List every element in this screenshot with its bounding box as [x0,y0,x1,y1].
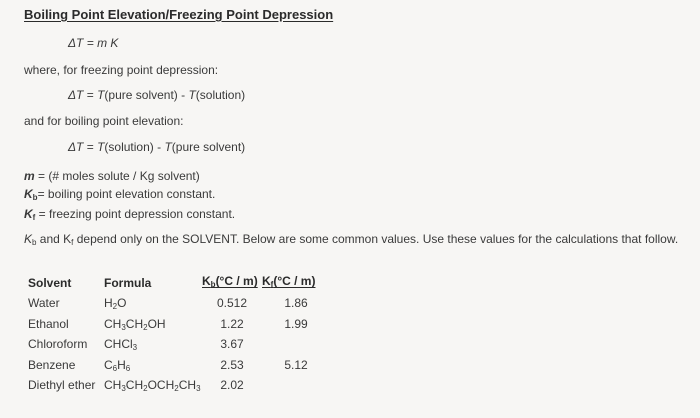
equation-rhs: = m K [86,36,119,50]
page-title: Boiling Point Elevation/Freezing Point Depression [24,7,334,22]
formula-part: OH [147,317,166,331]
formula-part: OCH [147,378,175,392]
table-cell-formula [104,317,166,331]
formula-part: CH [125,317,144,331]
formula-subscript: 3 [121,323,126,332]
table-cell-solvent: Water [28,296,60,310]
header-kf [262,274,315,288]
formula-subscript: 6 [125,364,131,373]
solvent-note [24,230,684,248]
formula-subscript: 2 [174,384,179,393]
table-cell-kb: 0.512 [216,296,248,310]
formula-subscript: 3 [121,384,126,393]
k-sub: b [32,238,37,247]
formula-subscript: 6 [112,364,118,373]
formula-part: CH [178,378,197,392]
eq-text: (pure solvent) [171,140,246,154]
formula-part: C [104,358,113,372]
m-symbol: m [24,169,35,183]
eq-text: (pure solvent) - [104,88,189,102]
formula-subscript: 3 [196,384,201,393]
table-cell-formula [104,296,126,310]
table-cell-kb: 2.53 [220,358,244,372]
formula-part: CHCl [104,337,133,351]
equation-general [68,36,118,50]
formula-part: O [117,296,127,310]
delta-t-symbol: ΔT [68,88,84,102]
def-kf [24,207,235,221]
kb-symbol: K [202,274,211,288]
freezing-intro: where, for freezing point depression: [24,63,219,77]
boiling-intro: and for boiling point elevation: [24,114,184,128]
table-cell-kb: 2.02 [220,378,244,392]
table-cell-kb: 3.67 [220,337,244,351]
formula-part: H [117,358,126,372]
table-cell-kb: 1.22 [220,317,244,331]
t-symbol: T [188,88,196,102]
t-symbol: T [97,88,105,102]
note-text: depend only on the SOLVENT. Below are some common values. Use these values for the calculations that follow. [73,232,679,246]
table-cell-kf: 1.99 [284,317,308,331]
table-cell-solvent: Chloroform [28,337,88,351]
note-text: and K [36,232,72,246]
eq-text: (solution) [195,88,246,102]
kb-unit: (°C / m) [215,274,258,288]
formula-part: CH [125,378,144,392]
table-cell-solvent: Benzene [28,358,76,372]
formula-subscript: 3 [132,343,138,352]
k-symbol: K [24,232,33,246]
equals: = [83,140,98,154]
header-solvent: Solvent [28,276,72,290]
kf-sub: f [32,213,36,222]
kb-sub: b [210,280,216,289]
kf-unit: (°C / m) [273,274,316,288]
formula-part: CH [104,378,122,392]
def-molality [24,169,200,183]
table-cell-formula [104,358,130,372]
t-symbol: T [164,140,172,154]
eq-text: (solution) - [104,140,165,154]
formula-part: H [104,296,113,310]
def-text: = freezing point depression constant. [35,207,236,221]
delta-t-symbol: ΔT [68,36,84,50]
table-cell-solvent: Diethyl ether [28,378,96,392]
formula-part: CH [104,317,122,331]
formula-subscript: 2 [112,302,118,311]
equals: = [83,88,98,102]
table-cell-kf: 1.86 [284,296,308,310]
table-cell-solvent: Ethanol [28,317,69,331]
table-cell-formula [104,378,201,392]
t-symbol: T [97,140,105,154]
kf-sub: f [270,280,274,289]
formula-subscript: 2 [143,323,148,332]
formula-subscript: 2 [143,384,148,393]
k-sub: f [71,238,74,247]
equation-freezing [68,88,245,102]
def-text: = boiling point elevation constant. [37,187,216,201]
delta-t-symbol: ΔT [68,140,84,154]
kb-symbol: K [24,187,33,201]
def-kb [24,187,215,201]
table-cell-formula [104,337,137,351]
table-cell-kf: 5.12 [284,358,308,372]
kf-symbol: K [24,207,33,221]
def-text: = (# moles solute / Kg solvent) [34,169,200,183]
header-formula: Formula [104,276,152,290]
equation-boiling [68,140,245,154]
kf-symbol: K [262,274,271,288]
header-kb [202,274,258,288]
kb-sub: b [32,193,38,202]
